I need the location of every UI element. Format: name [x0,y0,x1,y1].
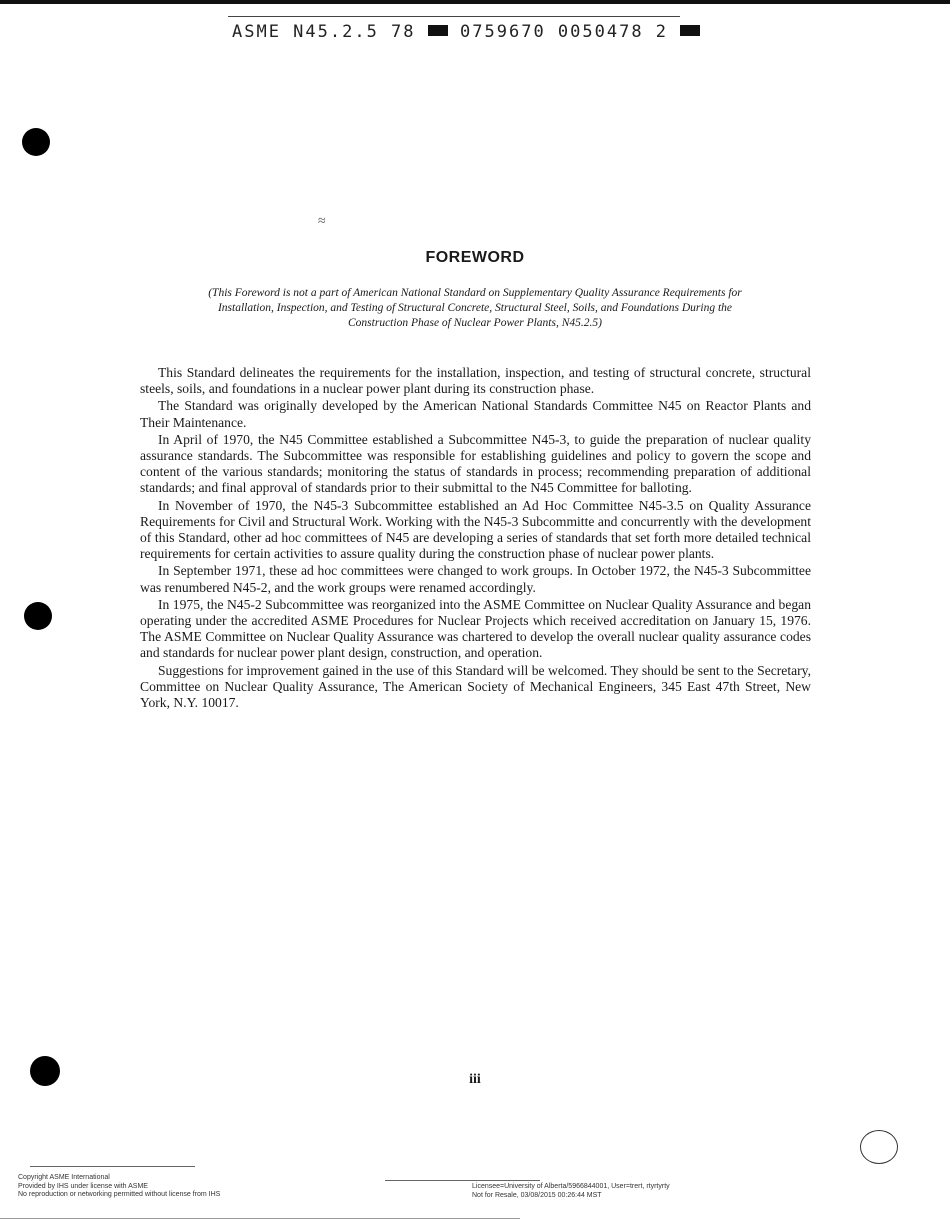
paragraph: The Standard was originally developed by the American National Standards Committee N45 on Reactor Plants and Their Maintenance. [140,398,811,430]
foreword-note: (This Foreword is not a part of American National Standard on Supplementary Quality Assurance Requirements for Installation, Inspection, and Testing of Structural Concrete, Structural Steel, Soils, and Foundations During the Construction Phase of Nuclear Power Plants, N45.2.5) [208,287,742,329]
document-code [232,22,700,42]
paragraph: In 1975, the N45-2 Subcommittee was reorganized into the ASME Committee on Nuclear Quality Assurance and began operating under the accredited ASME Procedures for Nuclear Projects which received accreditation on January 15, 1976. The ASME Committee on Nuclear Quality Assurance was chartered to develop the overall nuclear quality assurance codes and standards for nuclear power plant design, construction, and operation. [140,596,811,661]
paragraph: In September 1971, these ad hoc committees were changed to work groups. In October 1972, the N45-3 Subcommittee was renumbered N45-2, and the work groups were renamed accordingly. [140,563,811,595]
footer-line: Licensee=University of Alberta/5966844001, User=trert, rtyrtyrty [472,1183,670,1190]
foreword-body [140,365,811,712]
paragraph: In November of 1970, the N45-3 Subcommittee established an Ad Hoc Committee N45-3.5 on Quality Assurance Requirements for Civil and Structural Work. Working with the N45-3 Subcommitte and concurrently with the development of this Standard, other ad hoc committees of N45 are developing a series of standards that set forth more detailed technical requirements for certain activities to assure quality during the construction phase of nuclear power plants. [140,497,811,562]
punch-hole [22,128,50,156]
code-mid: 0759670 0050478 2 [460,22,669,42]
ring-mark [860,1130,898,1164]
footer-copyright [18,1174,220,1200]
page-number: iii [469,1072,481,1087]
page-title: FOREWORD [425,249,525,266]
top-border [0,0,950,4]
paragraph: This Standard delineates the requirements for the installation, inspection, and testing of structural concrete, structural steels, soils, and foundations in a nuclear power plant during its construction phase. [140,365,811,397]
block-mark [428,25,448,36]
punch-hole [24,602,52,630]
paragraph: Suggestions for improvement gained in the use of this Standard will be welcomed. They should be sent to the Secretary, Committee on Nuclear Quality Assurance, The American Society of Mechanical Engineers, 345 East 47th Street, New York, N.Y. 10017. [140,662,811,711]
footer-line: Provided by IHS under license with ASME [18,1182,148,1190]
scan-artifact-icon: ≈ [318,214,326,229]
header-rule [228,16,680,17]
block-mark [680,25,700,36]
footer-rule [30,1166,195,1167]
paragraph: In April of 1970, the N45 Committee established a Subcommittee N45-3, to guide the preparation of nuclear quality assurance standards. The Subcommittee was responsible for establishing guidelines and policy to govern the scope and content of the various standards; monitoring the status of standards in process; recommending preparation of additional standards; and final approval of standards prior to their submittal to the N45 Committee for balloting. [140,431,811,496]
footer-line: No reproduction or networking permitted without license from IHS [18,1191,221,1198]
code-left: ASME N45.2.5 78 [232,22,416,42]
bottom-rule [0,1218,520,1219]
footer-rule [385,1180,540,1181]
footer-line: Not for Resale, 03/08/2015 00:26:44 MST [472,1191,602,1199]
footer-line: Copyright ASME International [18,1174,110,1181]
footer-license [472,1183,670,1200]
